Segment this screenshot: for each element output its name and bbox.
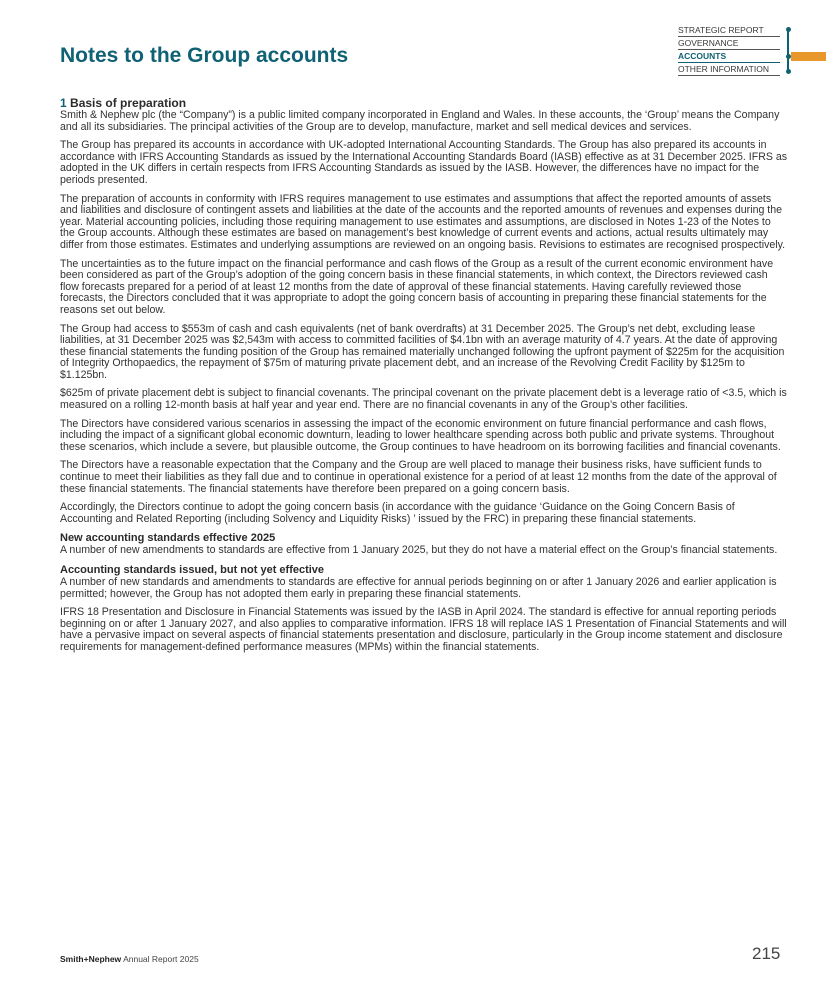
section-number: 1 bbox=[60, 96, 67, 110]
paragraph-covenants: $625m of private placement debt is subject to financial covenants. The principal covenant on the private placement debt is a leverage ratio of <3.5, which is measured on a rolling 12-month basis at half year and year end. There are no financial covenants in any of the Group’s other facilities. bbox=[60, 387, 787, 412]
page-title: Notes to the Group accounts bbox=[60, 44, 349, 67]
paragraph-going-concern: Accordingly, the Directors continue to adopt the going concern basis (in accordance with the guidance ‘Guidance on the Going Concern Basis of Accounting and Related Reporting (including Solvency and Liquidity Risks) ’ issued by the FRC) in preparing these financial statements. bbox=[60, 501, 735, 525]
section-heading bbox=[60, 96, 788, 110]
section-nav bbox=[678, 25, 826, 77]
nav-other-information[interactable]: OTHER INFORMATION bbox=[678, 64, 780, 76]
nav-governance[interactable]: GOVERNANCE bbox=[678, 38, 780, 50]
paragraph-estimates: The preparation of accounts in conformity with IFRS requires management to use estimates and assumptions that affect the reported amounts of assets and liabilities and disclosure of contingent assets and liabilities at the date of the accounts and the reported amounts of revenues and expenses during the year. Material accounting policies, including those requiring management to use estimates and assumptions, are disclosed in Notes 1-23 of the Notes to the Group accounts. Although these estimates are based on management’s best knowledge of current events and actions, actual results ultimately may differ from those estimates. Estimates and underlying assumptions are reviewed on an ongoing basis. Revisions to estimates are recognised prospectively. bbox=[60, 192, 786, 251]
footer-report-label bbox=[60, 954, 199, 964]
nav-accounts[interactable]: ACCOUNTS bbox=[678, 51, 780, 63]
paragraph-scenarios: The Directors have considered various scenarios in assessing the impact of the economic environment on future financial performance and cash flows, including the impact of a significant global economic downturn, leading to lower healthcare spending across both public and private systems. Throughout these scenarios, which include a severe, but plausible outcome, the Group continues to have headroom on its borrowing facilities and financial covenants. bbox=[60, 417, 781, 453]
footer-brand: Smith+Nephew bbox=[60, 954, 122, 964]
nav-strategic-report[interactable]: STRATEGIC REPORT bbox=[678, 25, 780, 37]
section-title: Basis of preparation bbox=[70, 96, 187, 110]
footer-report: Annual Report 2025 bbox=[123, 954, 199, 964]
paragraph-standards: The Group has prepared its accounts in accordance with UK-adopted International Accounting Standards. The Group has also prepared its accounts in accordance with IFRS Accounting Standards as issued by the International Accounting Standards Board (IASB) effective as at 31 December 2025. IFRS as adopted in the UK differs in certain respects from IFRS Accounting Standards as issued by the IASB. However, the differences have no impact for the periods presented. bbox=[60, 139, 788, 186]
active-section-marker bbox=[791, 52, 826, 61]
paragraph-ifrs18: IFRS 18 Presentation and Disclosure in Financial Statements was issued by the IASB in April 2024. The standard is effective for annual reporting periods beginning on or after 1 January 2027, and also applies to comparative information. IFRS 18 will replace IAS 1 Presentation of Financial Statements and will have a pervasive impact on several aspects of financial statements presentation and disclosure, particularly in the Group income statement and disclosure requirements for management-defined performance measures (MPMs) within the financial statements. bbox=[60, 606, 787, 653]
paragraph-issued-standards: A number of new standards and amendments to standards are effective for annual periods beginning on or after 1 January 2026 and earlier application is permitted; however, the Group has not adopted them early in preparing these financial statements. bbox=[60, 576, 777, 600]
paragraph-uncertainties: The uncertainties as to the future impact on the financial performance and cash flows of the Group as a result of the current economic environment have been considered as part of the Group’s adoption of the going concern basis in these financial statements, in which context, the Directors reviewed cash flow forecasts prepared for a period of at least 12 months from the date of approval of these financial statements. Having carefully reviewed those forecasts, the Directors concluded that it was appropriate to adopt the going concern basis of accounting in preparing these financial statements for the reasons set out below. bbox=[60, 257, 774, 316]
issued-standards-heading: Accounting standards issued, but not yet effective bbox=[60, 564, 325, 576]
paragraph-expectation: The Directors have a reasonable expectation that the Company and the Group are well placed to manage their business risks, have sufficient funds to continue to meet their liabilities as they fall due and to continue in operational existence for a period of at least 12 months from the date of the approval of these financial statements. The financial statements have therefore been prepared on a going concern basis. bbox=[60, 459, 777, 495]
nav-track-line bbox=[787, 29, 789, 72]
nav-dot-bottom-icon bbox=[786, 69, 791, 74]
notes-content bbox=[60, 96, 788, 661]
paragraph-cash: The Group had access to $553m of cash and cash equivalents (net of bank overdrafts) at 31 December 2025. The Group’s net debt, excluding lease liabilities, at 31 December 2025 was $2,543m with access to committed facilities of $4.1bn with an average maturity of 4.7 years. At the date of approving these financial statements the funding position of the Group has remained materially unchanged following the upfront payment of $225m for the acquisition of Integrity Orthopaedics, the repayment of $75m of maturing private placement debt, and an increase of the Revolving Credit Facility by $125m to $1.125bn. bbox=[60, 322, 785, 381]
page-number: 215 bbox=[752, 944, 781, 963]
nav-dot-top-icon bbox=[786, 27, 791, 32]
paragraph-company: Smith & Nephew plc (the “Company”) is a public limited company incorporated in England and Wales. In these accounts, the ‘Group’ means the Company and all its subsidiaries. The principal activities of the Group are to develop, manufacture, market and sell medical devices and services. bbox=[60, 109, 780, 133]
new-standards-heading: New accounting standards effective 2025 bbox=[60, 532, 276, 545]
paragraph-new-standards: A number of new amendments to standards are effective from 1 January 2025, but they do not have a material effect on the Group’s financial statements. bbox=[60, 544, 778, 557]
nav-dot-active-icon bbox=[786, 54, 791, 59]
